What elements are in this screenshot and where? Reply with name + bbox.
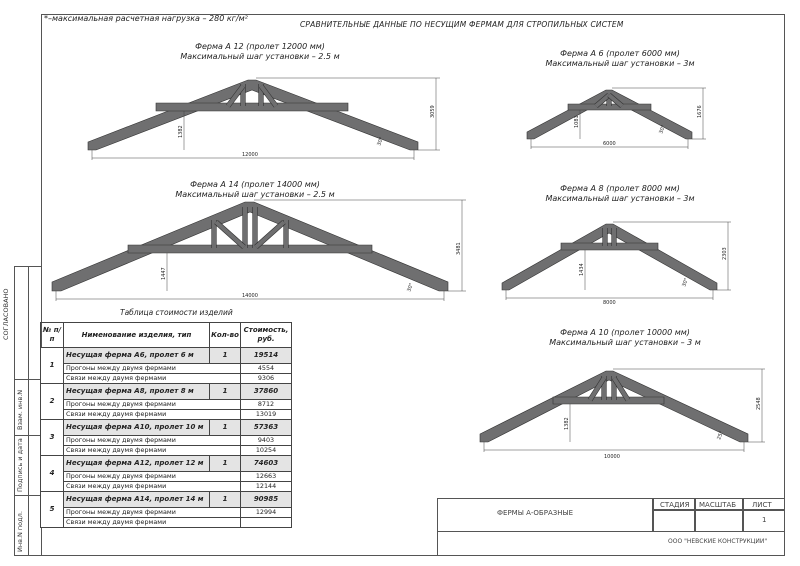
table-subrow xyxy=(41,410,292,420)
item-name: Несущая ферма А6, пролет 6 м xyxy=(64,348,210,364)
sheet-label: ЛИСТ xyxy=(752,501,772,509)
item-qty: 1 xyxy=(210,456,241,472)
truss-a12-title: Ферма А 12 (пролет 12000 мм) xyxy=(195,42,325,51)
drawing-title: СРАВНИТЕЛЬНЫЕ ДАННЫЕ ПО НЕСУЩИМ ФЕРМАМ ДЛЯ СТРОПИЛЬНЫХ СИСТЕМ xyxy=(300,20,624,29)
truss-a12 xyxy=(88,78,440,160)
item-cost: 37860 xyxy=(241,384,292,400)
truss-a8-span: 8000 xyxy=(603,300,616,306)
side-inv-orig: Инв.N подл. xyxy=(16,511,24,552)
side-sign-date: Подпись и дата xyxy=(16,438,24,492)
truss-a6-mid: 1081 xyxy=(574,115,580,128)
row-number: 2 xyxy=(41,384,64,420)
item-name: Несущая ферма А8, пролет 8 м xyxy=(64,384,210,400)
extra-label: Связи между двумя фермами xyxy=(64,446,241,456)
truss-a10 xyxy=(480,369,765,460)
row-number: 4 xyxy=(41,456,64,492)
table-subrow xyxy=(41,400,292,410)
truss-a6-span: 6000 xyxy=(603,141,616,147)
item-name: Несущая ферма А12, пролет 12 м xyxy=(64,456,210,472)
truss-a8-mid: 1434 xyxy=(579,263,585,276)
truss-a10-span: 10000 xyxy=(604,454,620,460)
table-header xyxy=(41,323,292,348)
extra-cost: 12144 xyxy=(241,482,292,492)
table-subrow xyxy=(41,508,292,518)
stage-value-cell xyxy=(653,510,695,532)
load-note: *–максимальная расчетная нагрузка – 280 кг/м² xyxy=(44,14,248,23)
item-qty: 1 xyxy=(210,492,241,508)
item-qty: 1 xyxy=(210,420,241,436)
stage-label: СТАДИЯ xyxy=(660,501,690,509)
item-cost: 19514 xyxy=(241,348,292,364)
truss-a12-mid: 1382 xyxy=(178,125,184,138)
item-name: Несущая ферма А14, пролет 14 м xyxy=(64,492,210,508)
truss-a8-height: 2303 xyxy=(722,247,728,260)
header-name: Нименование изделия, тип xyxy=(64,323,210,348)
truss-a8-slope: 30° xyxy=(681,277,690,288)
table-subrow xyxy=(41,436,292,446)
table-subrow xyxy=(41,482,292,492)
extra-cost: 10254 xyxy=(241,446,292,456)
truss-a14-slope: 30° xyxy=(406,282,415,293)
table-row xyxy=(41,384,292,400)
extra-label: Прогоны между двумя фермами xyxy=(64,508,241,518)
side-agreed: СОГЛАСОВАНО xyxy=(2,288,10,340)
extra-cost: 12994 xyxy=(241,508,292,518)
side-inv-replace: Взам. инв.N xyxy=(16,389,24,430)
scale-label: МАСШТАБ xyxy=(699,501,737,509)
truss-a14-mid: 1447 xyxy=(161,267,167,280)
truss-a14-span: 14000 xyxy=(242,293,258,299)
header-qty: Кол-во xyxy=(210,323,241,348)
table-subrow xyxy=(41,472,292,482)
extra-label: Прогоны между двумя фермами xyxy=(64,436,241,446)
item-qty: 1 xyxy=(210,384,241,400)
truss-a6-slope: 30° xyxy=(658,124,667,135)
truss-a14-title: Ферма А 14 (пролет 14000 мм) xyxy=(190,180,320,189)
row-number: 1 xyxy=(41,348,64,384)
item-cost: 57363 xyxy=(241,420,292,436)
extra-cost: 9403 xyxy=(241,436,292,446)
truss-a12-step: Максимальный шаг установки – 2.5 м xyxy=(180,52,340,61)
truss-a10-step: Максимальный шаг установки – 3 м xyxy=(549,338,701,347)
table-row xyxy=(41,420,292,436)
item-qty: 1 xyxy=(210,348,241,364)
item-cost: 90985 xyxy=(241,492,292,508)
truss-a12-slope: 30° xyxy=(376,136,385,147)
table-subrow xyxy=(41,364,292,374)
scale-value-cell xyxy=(695,510,743,532)
table-subrow xyxy=(41,518,292,528)
extra-label: Прогоны между двумя фермами xyxy=(64,472,241,482)
truss-a6 xyxy=(527,88,706,149)
extra-cost: 9306 xyxy=(241,374,292,384)
extra-label: Связи между двумя фермами xyxy=(64,410,241,420)
truss-a6-step: Максимальный шаг установки – 3м xyxy=(545,59,695,68)
extra-label: Прогоны между двумя фермами xyxy=(64,400,241,410)
table-row xyxy=(41,348,292,364)
extra-cost xyxy=(241,518,292,528)
item-name: Несущая ферма А10, пролет 10 м xyxy=(64,420,210,436)
cost-table xyxy=(40,322,292,528)
drawing-name: ФЕРМЫ А-ОБРАЗНЫЕ xyxy=(497,509,574,517)
extra-cost: 12663 xyxy=(241,472,292,482)
truss-a6-title: Ферма А 6 (пролет 6000 мм) xyxy=(560,49,680,58)
extra-label: Связи между двумя фермами xyxy=(64,518,241,528)
table-subrow xyxy=(41,374,292,384)
truss-a10-mid: 1382 xyxy=(564,417,570,430)
truss-a12-height: 3059 xyxy=(430,105,436,118)
truss-a8-step: Максимальный шаг установки – 3м xyxy=(545,194,695,203)
truss-a10-title: Ферма А 10 (пролет 10000 мм) xyxy=(560,328,690,337)
truss-a14-step: Максимальный шаг установки – 2.5 м xyxy=(175,190,335,199)
truss-a14 xyxy=(52,200,466,301)
company-name: ООО "НЕВСКИЕ КОНСТРУКЦИИ" xyxy=(668,538,768,545)
row-number: 3 xyxy=(41,420,64,456)
header-cost: Стоимость, руб. xyxy=(241,323,292,348)
truss-a8-title: Ферма А 8 (пролет 8000 мм) xyxy=(560,184,680,193)
truss-a12-span: 12000 xyxy=(242,152,258,158)
extra-cost: 13019 xyxy=(241,410,292,420)
table-caption: Таблица стоимости изделий xyxy=(120,308,233,317)
truss-a6-height: 1676 xyxy=(697,105,703,118)
truss-a10-slope: 25° xyxy=(716,430,725,441)
table-subrow xyxy=(41,446,292,456)
extra-label: Прогоны между двумя фермами xyxy=(64,364,241,374)
extra-cost: 4554 xyxy=(241,364,292,374)
extra-label: Связи между двумя фермами xyxy=(64,482,241,492)
row-number: 5 xyxy=(41,492,64,528)
sheet-number: 1 xyxy=(762,516,767,524)
table-row xyxy=(41,456,292,472)
truss-a8 xyxy=(502,222,731,306)
extra-label: Связи между двумя фермами xyxy=(64,374,241,384)
header-num: № п/п xyxy=(41,323,64,348)
truss-a10-height: 2548 xyxy=(756,397,762,410)
table-row xyxy=(41,492,292,508)
truss-a14-height: 3481 xyxy=(456,242,462,255)
extra-cost: 8712 xyxy=(241,400,292,410)
item-cost: 74603 xyxy=(241,456,292,472)
